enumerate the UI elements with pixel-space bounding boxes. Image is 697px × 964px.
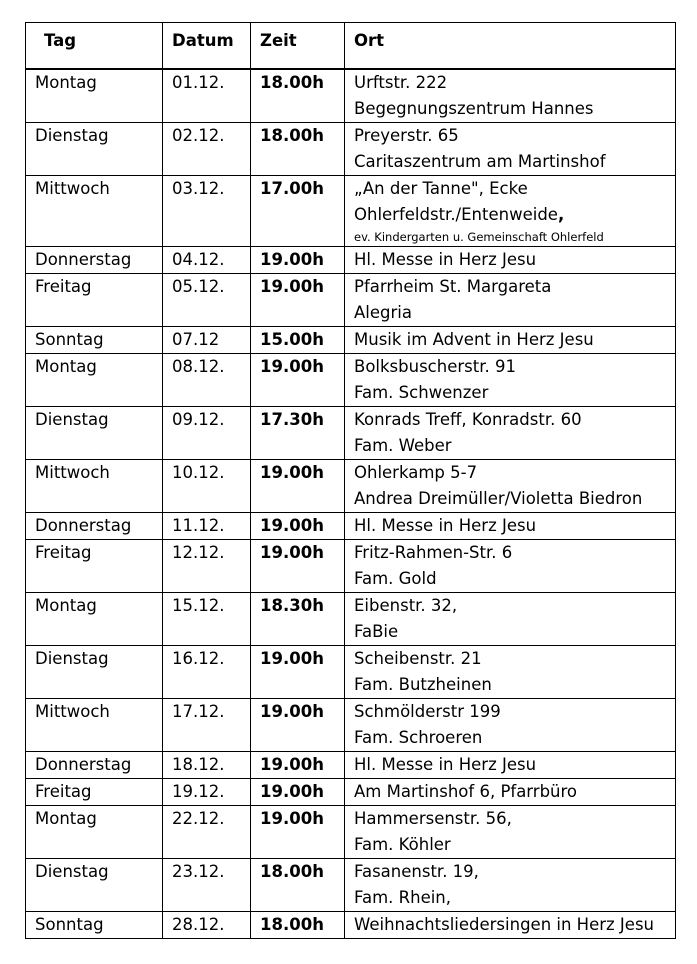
cell-zeit: 19.00h	[251, 513, 345, 540]
table-body	[26, 69, 676, 939]
cell-datum: 15.12.	[163, 593, 251, 646]
cell-ort	[345, 176, 676, 247]
cell-datum: 01.12.	[163, 69, 251, 123]
cell-ort	[345, 69, 676, 123]
cell-datum: 18.12.	[163, 752, 251, 779]
ort-line-text: Fritz-Rahmen-Str. 6	[354, 543, 513, 562]
header-datum: Datum	[163, 23, 251, 70]
cell-datum: 12.12.	[163, 540, 251, 593]
ort-line	[354, 752, 669, 778]
cell-ort	[345, 247, 676, 274]
table-row	[26, 859, 676, 912]
cell-ort	[345, 327, 676, 354]
ort-line-text: Eibenstr. 32,	[354, 596, 458, 615]
ort-line	[354, 433, 669, 459]
schedule-table	[25, 22, 676, 939]
cell-datum: 22.12.	[163, 806, 251, 859]
table-row	[26, 806, 676, 859]
ort-line	[354, 300, 669, 326]
ort-line	[354, 70, 669, 96]
cell-zeit: 18.00h	[251, 69, 345, 123]
cell-tag: Sonntag	[26, 912, 163, 939]
ort-line	[354, 96, 669, 122]
ort-line-text: „An der Tanne", Ecke	[354, 179, 528, 198]
cell-datum: 19.12.	[163, 779, 251, 806]
table-row	[26, 407, 676, 460]
ort-line	[354, 806, 669, 832]
cell-zeit: 19.00h	[251, 354, 345, 407]
cell-zeit: 19.00h	[251, 646, 345, 699]
cell-datum: 03.12.	[163, 176, 251, 247]
cell-ort	[345, 123, 676, 176]
cell-tag: Mittwoch	[26, 699, 163, 752]
cell-zeit: 19.00h	[251, 806, 345, 859]
cell-ort	[345, 460, 676, 513]
cell-tag: Mittwoch	[26, 176, 163, 247]
ort-line	[354, 699, 669, 725]
cell-zeit: 19.00h	[251, 460, 345, 513]
cell-zeit: 18.30h	[251, 593, 345, 646]
table-row	[26, 513, 676, 540]
table-row	[26, 327, 676, 354]
cell-zeit: 19.00h	[251, 540, 345, 593]
cell-tag: Donnerstag	[26, 247, 163, 274]
ort-line-text: Fam. Schroeren	[354, 728, 483, 747]
ort-line-text: Hl. Messe in Herz Jesu	[354, 516, 537, 535]
ort-line-text: Fam. Weber	[354, 436, 452, 455]
ort-line-text: Fam. Köhler	[354, 835, 451, 854]
ort-line	[354, 779, 669, 805]
cell-tag: Montag	[26, 806, 163, 859]
table-row	[26, 912, 676, 939]
ort-line	[354, 593, 669, 619]
ort-line	[354, 566, 669, 592]
cell-ort	[345, 354, 676, 407]
cell-tag: Donnerstag	[26, 513, 163, 540]
table-row	[26, 646, 676, 699]
cell-datum: 09.12.	[163, 407, 251, 460]
cell-ort	[345, 699, 676, 752]
ort-line-text: Urftstr. 222	[354, 73, 448, 92]
ort-line	[354, 354, 669, 380]
table-row	[26, 69, 676, 123]
cell-ort	[345, 540, 676, 593]
header-row	[26, 23, 676, 70]
cell-ort	[345, 779, 676, 806]
cell-datum: 23.12.	[163, 859, 251, 912]
cell-tag: Dienstag	[26, 859, 163, 912]
ort-line-text: Preyerstr. 65	[354, 126, 459, 145]
cell-datum: 16.12.	[163, 646, 251, 699]
ort-line-text: Bolksbuscherstr. 91	[354, 357, 516, 376]
ort-line	[354, 202, 669, 228]
ort-line	[354, 274, 669, 300]
ort-line-text: FaBie	[354, 622, 399, 641]
ort-line	[354, 646, 669, 672]
cell-datum: 05.12.	[163, 274, 251, 327]
cell-tag: Sonntag	[26, 327, 163, 354]
ort-line-text: Weihnachtsliedersingen in Herz Jesu	[354, 915, 655, 934]
cell-zeit: 19.00h	[251, 699, 345, 752]
table-row	[26, 176, 676, 247]
cell-zeit: 19.00h	[251, 247, 345, 274]
ort-line-text: Hl. Messe in Herz Jesu	[354, 250, 537, 269]
cell-ort	[345, 407, 676, 460]
table-row	[26, 593, 676, 646]
ort-line-text: Am Martinshof 6, Pfarrbüro	[354, 782, 578, 801]
table-row	[26, 460, 676, 513]
cell-datum: 10.12.	[163, 460, 251, 513]
table-row	[26, 699, 676, 752]
ort-line	[354, 176, 669, 202]
ort-note: ev. Kindergarten u. Gemeinschaft Ohlerfeld	[354, 230, 604, 244]
cell-zeit: 18.00h	[251, 123, 345, 176]
cell-zeit: 18.00h	[251, 912, 345, 939]
ort-line	[354, 619, 669, 645]
ort-line	[354, 832, 669, 858]
ort-line-text: Schmölderstr 199	[354, 702, 501, 721]
cell-tag: Dienstag	[26, 407, 163, 460]
cell-zeit: 17.30h	[251, 407, 345, 460]
ort-line-text: Ohlerkamp 5-7	[354, 463, 478, 482]
ort-line-text: Scheibenstr. 21	[354, 649, 482, 668]
ort-line-text: Hl. Messe in Herz Jesu	[354, 755, 537, 774]
ort-line-text: Musik im Advent in Herz Jesu	[354, 330, 594, 349]
ort-line-text: Fam. Rhein,	[354, 888, 452, 907]
cell-ort	[345, 513, 676, 540]
ort-line	[354, 247, 669, 273]
cell-tag: Montag	[26, 593, 163, 646]
cell-zeit: 19.00h	[251, 779, 345, 806]
ort-line	[354, 513, 669, 539]
ort-line-text: Hammersenstr. 56,	[354, 809, 512, 828]
cell-tag: Freitag	[26, 779, 163, 806]
cell-ort	[345, 593, 676, 646]
table-row	[26, 247, 676, 274]
header-zeit: Zeit	[251, 23, 345, 70]
cell-zeit: 19.00h	[251, 274, 345, 327]
ort-line-text: Caritaszentrum am Martinshof	[354, 152, 606, 171]
ort-comma: ,	[557, 205, 565, 224]
cell-ort	[345, 274, 676, 327]
cell-tag: Montag	[26, 354, 163, 407]
ort-line	[354, 123, 669, 149]
ort-line-text: Konrads Treff, Konradstr. 60	[354, 410, 582, 429]
ort-line-text: Andrea Dreimüller/Violetta Biedron	[354, 489, 643, 508]
cell-tag: Montag	[26, 69, 163, 123]
cell-datum: 17.12.	[163, 699, 251, 752]
header-tag: Tag	[26, 23, 163, 70]
ort-line	[354, 859, 669, 885]
ort-line-text: Ohlerfeldstr./Entenweide	[354, 205, 558, 224]
ort-line	[354, 885, 669, 911]
ort-line-text: Fam. Butzheinen	[354, 675, 492, 694]
header-ort: Ort	[345, 23, 676, 70]
cell-tag: Dienstag	[26, 123, 163, 176]
ort-line-text: Fam. Schwenzer	[354, 383, 489, 402]
cell-zeit: 15.00h	[251, 327, 345, 354]
cell-datum: 02.12.	[163, 123, 251, 176]
table-header	[26, 23, 676, 70]
table-row	[26, 779, 676, 806]
cell-datum: 08.12.	[163, 354, 251, 407]
cell-tag: Donnerstag	[26, 752, 163, 779]
ort-line	[354, 672, 669, 698]
ort-line	[354, 149, 669, 175]
cell-datum: 11.12.	[163, 513, 251, 540]
ort-line	[354, 912, 669, 938]
ort-line	[354, 486, 669, 512]
ort-line-text: Alegria	[354, 303, 412, 322]
cell-zeit: 18.00h	[251, 859, 345, 912]
ort-line-text: Begegnungszentrum Hannes	[354, 99, 594, 118]
ort-line	[354, 725, 669, 751]
cell-tag: Freitag	[26, 540, 163, 593]
cell-datum: 07.12	[163, 327, 251, 354]
cell-ort	[345, 752, 676, 779]
cell-tag: Mittwoch	[26, 460, 163, 513]
cell-tag: Dienstag	[26, 646, 163, 699]
ort-line	[354, 460, 669, 486]
ort-line	[354, 540, 669, 566]
cell-datum: 04.12.	[163, 247, 251, 274]
cell-datum: 28.12.	[163, 912, 251, 939]
table-row	[26, 354, 676, 407]
cell-ort	[345, 646, 676, 699]
cell-zeit: 17.00h	[251, 176, 345, 247]
cell-tag: Freitag	[26, 274, 163, 327]
ort-line-text: Fam. Gold	[354, 569, 437, 588]
table-row	[26, 752, 676, 779]
table-row	[26, 540, 676, 593]
cell-ort	[345, 806, 676, 859]
table-row	[26, 274, 676, 327]
cell-ort	[345, 912, 676, 939]
ort-line-text: Pfarrheim St. Margareta	[354, 277, 552, 296]
ort-line	[354, 380, 669, 406]
ort-line	[354, 327, 669, 353]
cell-ort	[345, 859, 676, 912]
table-row	[26, 123, 676, 176]
ort-line-text: Fasanenstr. 19,	[354, 862, 479, 881]
cell-zeit: 19.00h	[251, 752, 345, 779]
ort-line	[354, 407, 669, 433]
